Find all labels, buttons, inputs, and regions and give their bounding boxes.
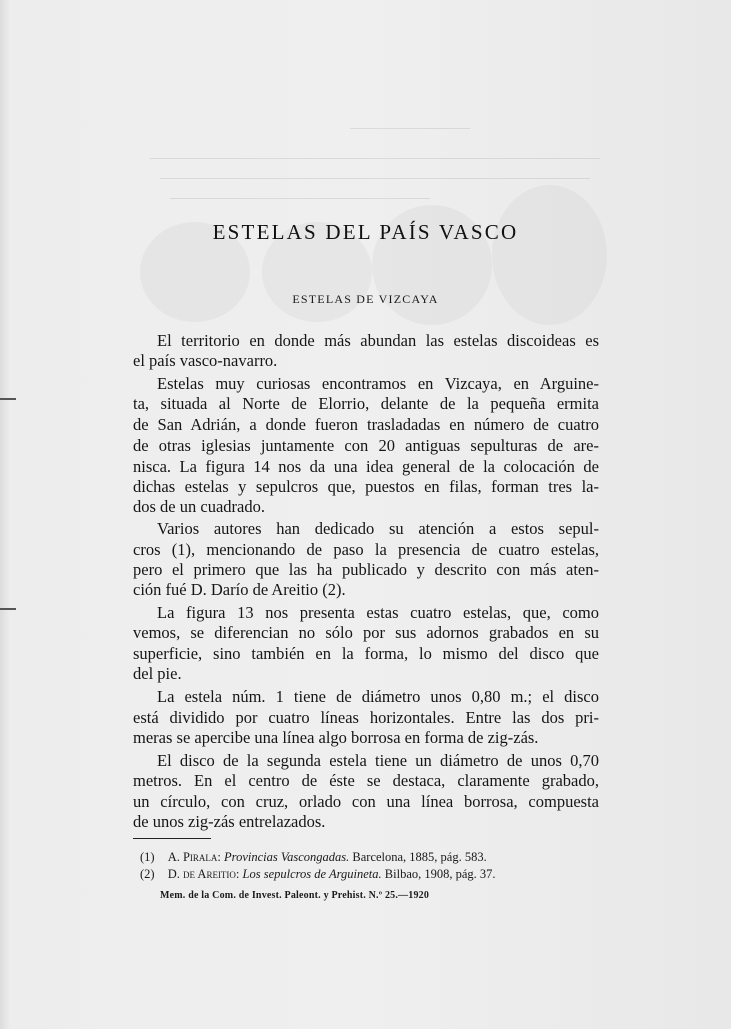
text-line: meras se apercibe una línea algo borrosa en forma de zig-zás. <box>133 728 539 747</box>
text-line: el país vasco-navarro. <box>133 351 278 370</box>
text-line: del pie. <box>133 664 182 683</box>
text-line: de unos zig-zás entrelazados. <box>133 812 326 831</box>
bleed-through-line <box>160 178 590 179</box>
footnote-1 <box>140 849 487 865</box>
text-line: dos de un cuadrado. <box>133 497 265 516</box>
publication-credit: Mem. de la Com. de Invest. Paleont. y Prehist. N.º 25.—1920 <box>160 890 430 901</box>
page-edge-mark <box>0 398 16 400</box>
page-title: ESTELAS DEL PAÍS VASCO <box>212 220 519 244</box>
bleed-through-line <box>150 158 600 159</box>
footnote-reference: Barcelona, 1885, pág. 583. <box>352 850 487 864</box>
text-line: nisca. La figura 14 nos da una idea general de la colocación de <box>133 457 599 476</box>
text-line: metros. En el centro de éste se destaca, claramente grabado, <box>133 771 599 790</box>
text-line: ta, situada al Norte de Elorrio, delante de la pequeña ermita <box>133 394 599 413</box>
bleed-through-line <box>170 198 430 199</box>
text-line: La estela núm. 1 tiene de diámetro unos 0,80 m.; el disco <box>157 687 599 706</box>
text-line: de San Adrián, a donde fueron trasladadas en número de cuatro <box>133 415 599 434</box>
text-line: Varios autores han dedicado su atención a estos sepul- <box>157 519 599 538</box>
text-line: El disco de la segunda estela tiene un diámetro de unos 0,70 <box>157 751 599 770</box>
text-line: ción fué D. Darío de Areitio (2). <box>133 580 346 599</box>
page-edge-mark <box>0 608 16 610</box>
footnote-author: D. de Areitio: <box>167 867 240 881</box>
text-line: El territorio en donde más abundan las estelas discoideas es <box>157 331 599 350</box>
text-line: está dividido por cuatro líneas horizontales. Entre las dos pri- <box>133 708 599 727</box>
text-line: cros (1), mencionando de paso la presencia de cuatro estelas, <box>133 540 599 559</box>
section-subtitle: ESTELAS DE VIZCAYA <box>292 292 439 306</box>
text-line: un círculo, con cruz, orlado con una línea borrosa, compuesta <box>133 792 599 811</box>
text-line: superficie, sino también en la forma, lo mismo del disco que <box>133 644 599 663</box>
footnote-work: Los sepulcros de Arguineta. <box>242 867 382 881</box>
text-line: La figura 13 nos presenta estas cuatro estelas, que, como <box>157 603 599 622</box>
footnote-number: (1) <box>140 850 155 864</box>
text-line: pero el primero que las ha publicado y descrito con más aten- <box>133 560 599 579</box>
text-line: Estelas muy curiosas encontramos en Vizcaya, en Arguine- <box>157 374 599 393</box>
footnote-reference: Bilbao, 1908, pág. 37. <box>384 867 496 881</box>
text-line: dichas estelas y sepulcros que, puestos en filas, forman tres la- <box>133 477 599 496</box>
bleed-through-line <box>350 128 470 129</box>
footnote-rule <box>133 838 211 839</box>
footnote-author: A. Pirala: <box>167 850 221 864</box>
footnote-number: (2) <box>140 867 155 881</box>
footnote-work: Provincias Vascongadas. <box>224 850 350 864</box>
text-line: vemos, se diferencian no sólo por sus adornos grabados en su <box>133 623 599 642</box>
text-line: de otras iglesias juntamente con 20 antiguas sepulturas de are- <box>133 436 599 455</box>
footnote-2 <box>140 866 496 882</box>
